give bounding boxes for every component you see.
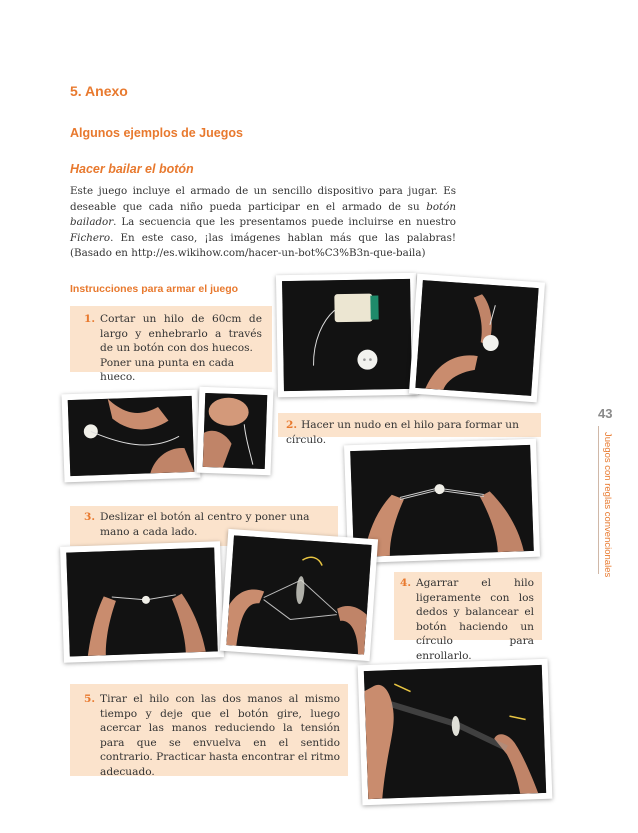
step-4-number: 4.	[400, 577, 412, 589]
page-number: 43	[598, 406, 613, 421]
step-2-text: Hacer un nudo en el hilo para formar un círculo.	[286, 419, 519, 446]
photo-threading-image	[415, 280, 538, 396]
intro-text-1: Este juego incluye el armado de un sencillo dispositivo para jugar. Es deseable que cada niño pueda participar en el armado de su	[70, 185, 456, 213]
photo-knot-1-image	[68, 396, 195, 476]
photo-swinging-image	[226, 535, 371, 654]
step-2-number: 2.	[286, 419, 298, 431]
step-3-number: 3.	[84, 511, 96, 523]
step-5-text: Tirar el hilo con las dos manos al mismo tiempo y deje que el botón gire, luego acercar las manos reduciendo la tensión para que se envuelva en el sentido contrario. Practicar hasta encontrar el ritmo adecuado.	[100, 693, 340, 778]
step-5-number: 5.	[84, 693, 96, 705]
photo-knot-2-image	[203, 393, 268, 469]
step-2-box	[278, 413, 541, 446]
step-4-box	[394, 572, 542, 662]
photo-spool-button-image	[282, 279, 412, 391]
intro-text-2: . La secuencia que les presentamos puede incluirse en nuestro	[113, 216, 456, 229]
step-4-text: Agarrar el hilo ligeramente con los dedos y balancear el botón haciendo un círculo para enrollarlo.	[416, 577, 534, 662]
step-1-number: 1.	[84, 313, 96, 325]
photo-knot-1	[62, 390, 201, 483]
subtitle: Algunos ejemplos de Juegos	[70, 126, 243, 140]
section-title: 5. Anexo	[70, 83, 128, 99]
intro-emphasis-1: botón bailador	[70, 200, 456, 229]
intro-emphasis-2: Fichero	[70, 231, 111, 244]
step-1-box	[70, 306, 272, 383]
photo-knot-2	[197, 387, 274, 476]
intro-paragraph	[70, 184, 456, 262]
photo-spinning-image	[364, 665, 546, 799]
photo-stretched-image	[66, 547, 218, 656]
photo-threading	[409, 274, 545, 403]
instructions-title: Instrucciones para armar el juego	[70, 283, 239, 295]
photo-spinning	[358, 659, 553, 806]
side-section-label: Juegos con reglas convencionales	[602, 432, 613, 578]
photo-spool-button	[276, 273, 418, 397]
side-divider	[598, 426, 599, 574]
photo-swinging	[220, 529, 378, 661]
step-5-box	[70, 684, 348, 776]
intro-text-3: . En este caso, ¡las imágenes hablan más que las palabras! (Basado en http://es.wikihow.com/hacer-un-bot%C3%B3n-que-baila)	[70, 231, 456, 260]
game-title: Hacer bailar el botón	[70, 162, 194, 176]
step-3-text: Deslizar el botón al centro y poner una mano a cada lado.	[100, 511, 310, 538]
step-1-text-2: Poner una punta en cada hueco.	[100, 356, 235, 383]
photo-stretched	[60, 541, 224, 663]
step-1-text: Cortar un hilo de 60cm de largo y enhebrarlo a través de un botón con dos huecos.	[100, 313, 262, 354]
